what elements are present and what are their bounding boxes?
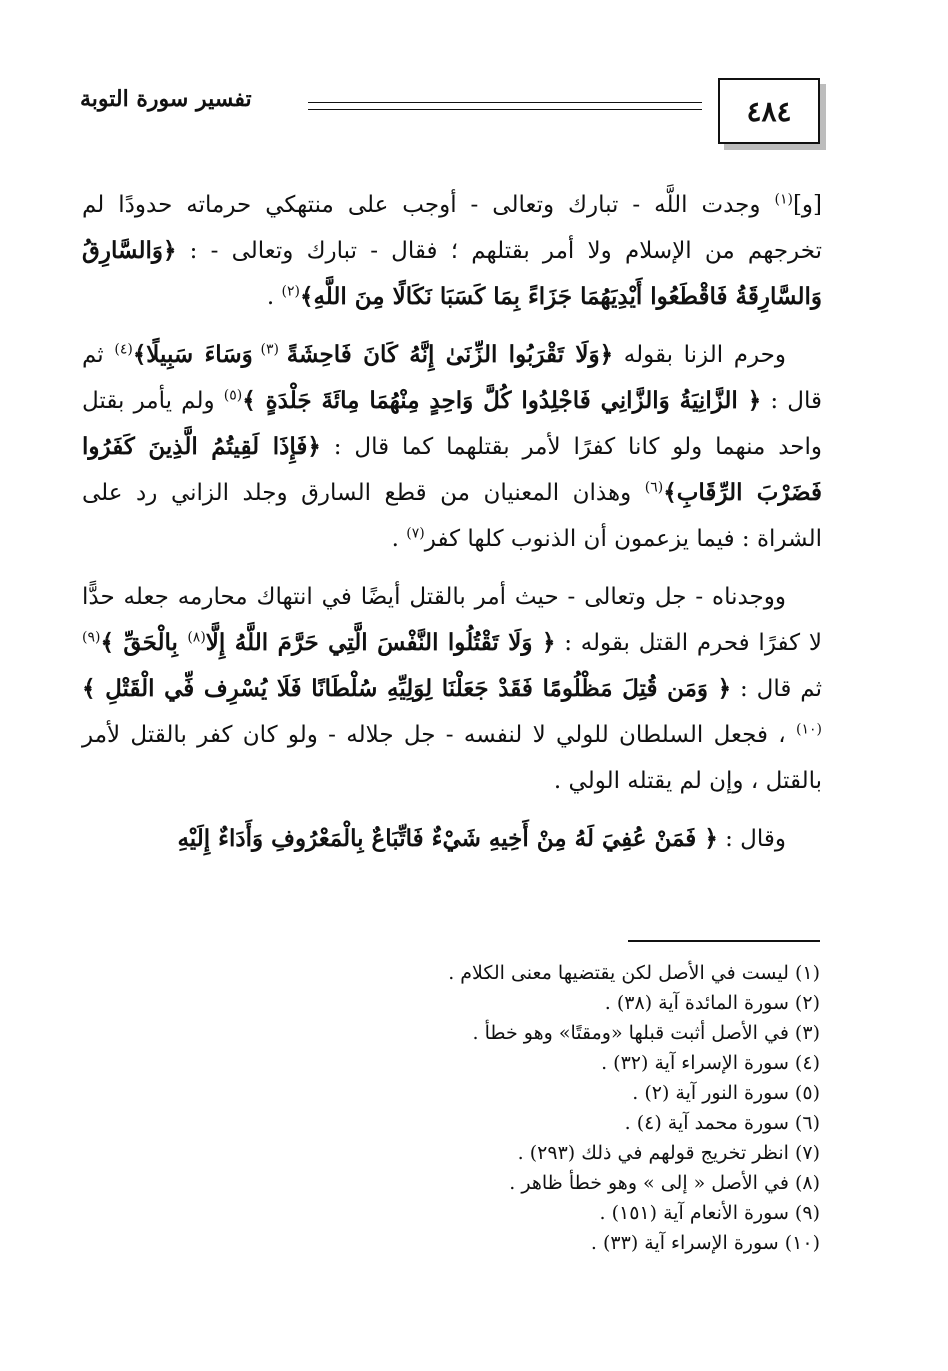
paragraph bbox=[82, 574, 822, 804]
ornate-bracket: ﴾ bbox=[132, 341, 147, 368]
text-run: ، فجعل السلطان للولي لا لنفسه - جل جلاله - ولو كان كفر بالقتل لأمر بالقتل ، وإن لم يقتله الولي . bbox=[82, 722, 822, 794]
quran-verse: وَلَا تَقْرَبُوا الزِّنَىٰ إِنَّهُ كَانَ فَاحِشَةً bbox=[286, 341, 600, 368]
ornate-bracket: ﴿ bbox=[717, 675, 732, 702]
footnote-marker: (٣) bbox=[252, 341, 287, 358]
footnote-marker: (٩) bbox=[82, 629, 101, 646]
footnote-marker: (١٠) bbox=[796, 721, 822, 738]
footnote-marker: (١) bbox=[774, 191, 793, 208]
text-run: ثم قال : bbox=[731, 676, 823, 702]
quran-verse: وَالسَّارِقُ وَالسَّارِقَةُ فَاقْطَعُوا أَيْدِيَهُمَا جَزَاءً بِمَا كَسَبَا نَكَالًا مِنَ اللَّهِ bbox=[82, 237, 822, 310]
text-run: وجدت اللَّه - تبارك وتعالى - أوجب على منتهكي حرماته حدودًا لم تخرجهم من الإسلام ولا أمر بقتلهم ؛ فقال - تبارك وتعالى - : bbox=[82, 192, 822, 264]
text-run: . bbox=[391, 526, 407, 552]
paragraph bbox=[82, 182, 822, 320]
ornate-bracket: ﴾ bbox=[100, 629, 114, 656]
ornate-bracket: ﴿ bbox=[747, 387, 762, 414]
ornate-bracket: ﴿ bbox=[599, 341, 614, 368]
ornate-bracket: ﴾ bbox=[82, 675, 96, 702]
text-run: وقال : bbox=[717, 826, 786, 852]
footnote: (٧) انظر تخريج قولهم في ذلك (٢٩٣) . bbox=[517, 1142, 820, 1164]
quran-verse: بِالْحَقِّ bbox=[113, 629, 188, 656]
footnote-marker: (٨) bbox=[187, 629, 206, 646]
text-run: ولم يأمر بقتل واحد منهما ولو كانا كفرًا لأمر بقتلهما كما قال : bbox=[82, 388, 822, 460]
footnote: (٤) سورة الإسراء آية (٣٢) . bbox=[601, 1052, 820, 1074]
header-rule-second bbox=[308, 109, 702, 110]
page-header bbox=[80, 78, 820, 150]
quran-verse: فَإِذَا لَقِيتُمُ الَّذِينَ كَفَرُوا فَضَرْبَ الرِّقَابِ bbox=[82, 433, 822, 506]
footnote: (٨) في الأصل « إلى » وهو خطأ ظاهر . bbox=[509, 1172, 820, 1194]
ornate-bracket: ﴾ bbox=[242, 387, 256, 414]
text-run: ووجدناه - جل وتعالى - حيث أمر بالقتل أيضًا في انتهاك محارمه جعله حدًّا لا كفرًا فحرم القتل بقوله : bbox=[82, 584, 822, 656]
footnote-marker: (٢) bbox=[281, 283, 300, 300]
text-run: . bbox=[266, 284, 282, 310]
quran-verse: الزَّانِيَةُ وَالزَّانِي فَاجْلِدُوا كُلَّ وَاحِدٍ مِنْهُمَا مِائَةَ جَلْدَةٍ bbox=[255, 387, 748, 414]
paragraph bbox=[82, 816, 822, 862]
text-run: وهذان المعنيان من قطع السارق وجلد الزاني رد على الشراة : فيما يزعمون أن الذنوب كلها كفر bbox=[82, 480, 822, 552]
page-number: ٤٨٤ bbox=[718, 78, 820, 144]
footnote: (٩) سورة الأنعام آية (١٥١) . bbox=[599, 1202, 820, 1224]
footnote: (١) ليست في الأصل لكن يقتضيها معنى الكلام . bbox=[448, 962, 820, 984]
ornate-bracket: ﴾ bbox=[299, 283, 314, 310]
paragraph bbox=[82, 332, 822, 562]
footnotes-list bbox=[130, 958, 820, 1258]
footnote: (٥) سورة النور آية (٢) . bbox=[632, 1082, 820, 1104]
footnote-marker: (٦) bbox=[644, 479, 664, 496]
header-rule bbox=[308, 102, 702, 103]
text-run: ثم قال : bbox=[82, 342, 822, 414]
quran-verse: وَلَا تَقْتُلُوا النَّفْسَ الَّتِي حَرَّمَ اللَّهُ إِلَّا bbox=[205, 629, 542, 656]
ornate-bracket: ﴿ bbox=[162, 237, 177, 264]
text-run: وحرم الزنا بقوله bbox=[613, 342, 786, 368]
ornate-bracket: ﴿ bbox=[307, 433, 321, 460]
quran-verse: وَمَن قُتِلَ مَظْلُومًا فَقَدْ جَعَلْنَا لِوَلِيِّهِ سُلْطَانًا فَلَا يُسْرِف فِّي الْقَتْلِ bbox=[95, 675, 718, 702]
footnote-marker: (٥) bbox=[223, 387, 243, 404]
text-run: [و] bbox=[792, 192, 822, 218]
main-text bbox=[82, 182, 822, 874]
quran-verse: فَمَنْ عُفِيَ لَهُ مِنْ أَخِيهِ شَيْءٌ فَاتِّبَاعٌ بِالْمَعْرُوفِ وَأَدَاءٌ إِلَيْهِ bbox=[177, 825, 705, 852]
running-title: تفسير سورة التوبة bbox=[80, 86, 252, 112]
footnote: (٣) في الأصل أثبت قبلها «ومقتًا» وهو خطأ . bbox=[472, 1022, 820, 1044]
ornate-bracket: ﴿ bbox=[704, 825, 718, 852]
footnote-marker: (٧) bbox=[406, 525, 425, 542]
footnote: (٦) سورة محمد آية (٤) . bbox=[624, 1112, 820, 1134]
footnote: (٢) سورة المائدة آية (٣٨) . bbox=[604, 992, 820, 1014]
ornate-bracket: ﴾ bbox=[663, 479, 677, 506]
ornate-bracket: ﴿ bbox=[541, 629, 556, 656]
quran-verse: وَسَاءَ سَبِيلًا bbox=[146, 341, 253, 368]
footnote: (١٠) سورة الإسراء آية (٣٣) . bbox=[590, 1232, 820, 1254]
footnote-separator bbox=[628, 940, 820, 942]
footnote-marker: (٤) bbox=[114, 341, 133, 358]
